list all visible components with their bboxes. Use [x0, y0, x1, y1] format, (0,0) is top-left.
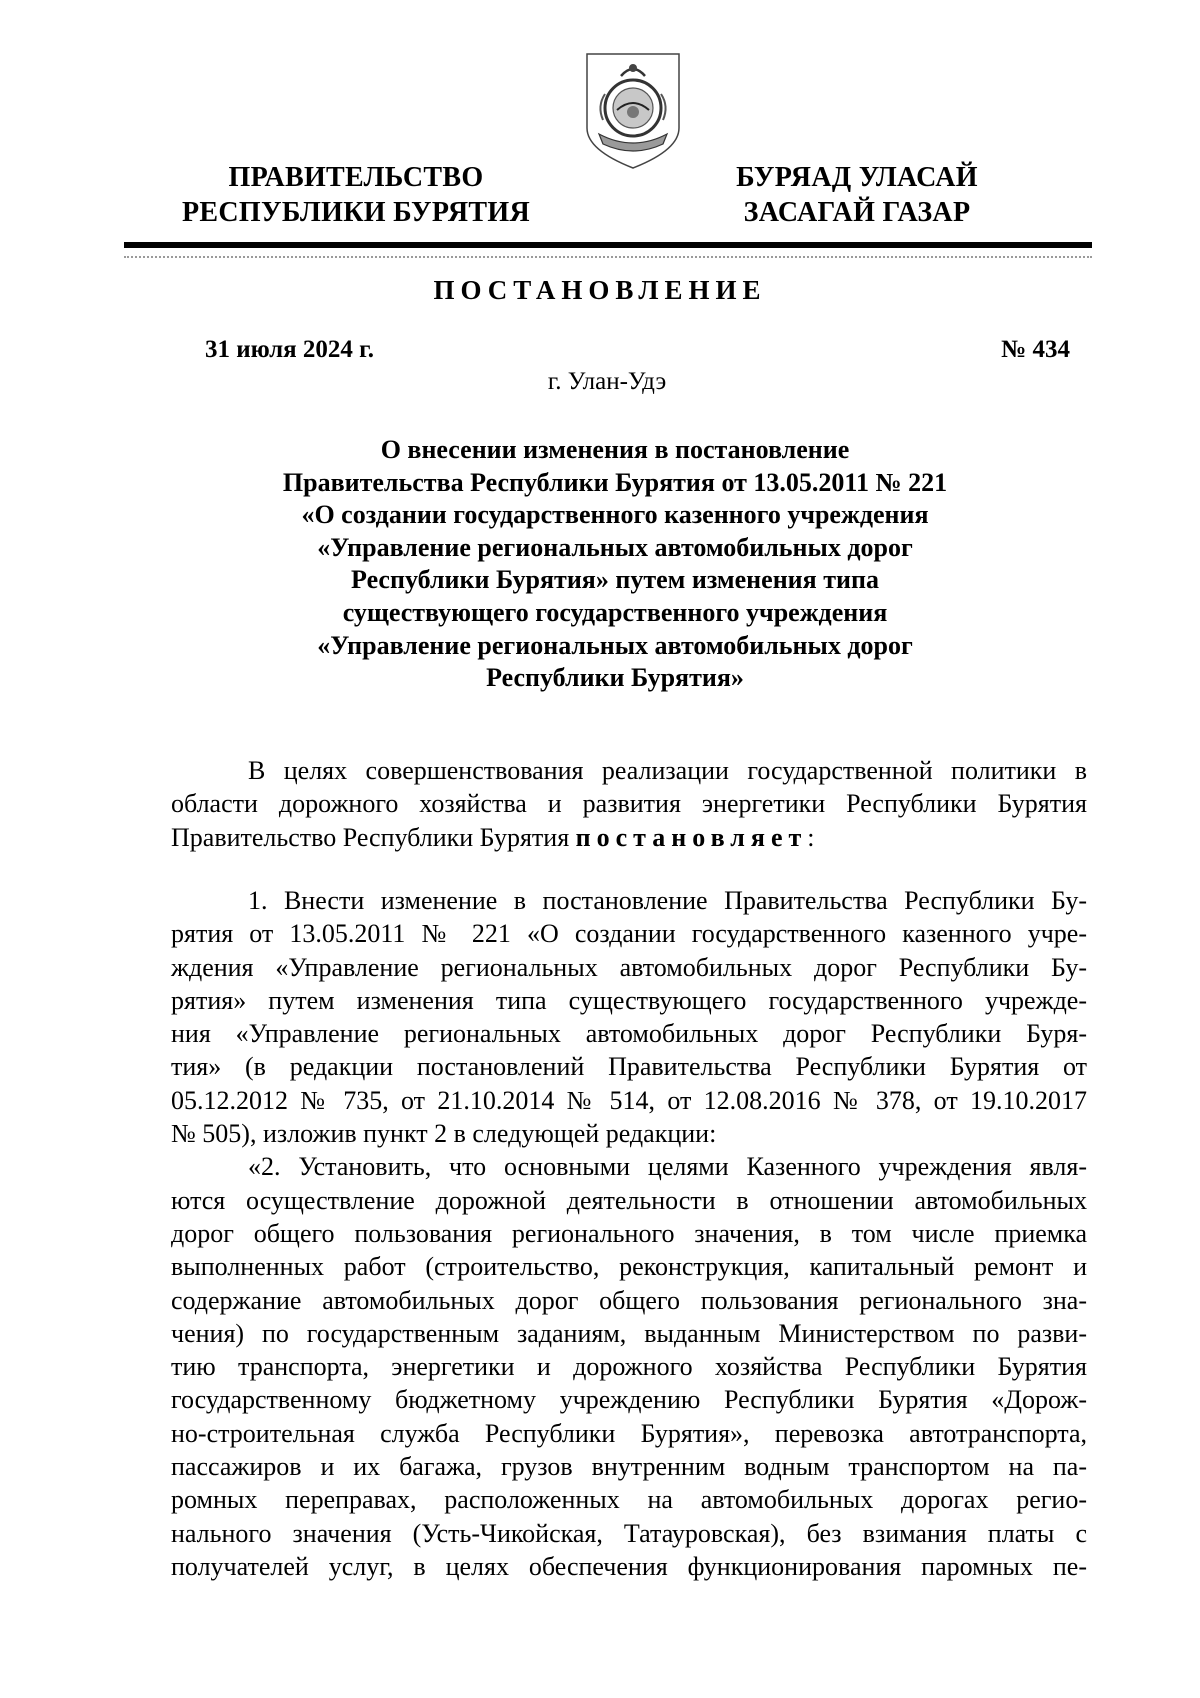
clause-line: содержание автомобильных дорог общего пользования регионального зна- [171, 1285, 1087, 1315]
clause-line: № 505), изложив пункт 2 в следующей редакции: [171, 1119, 717, 1149]
clause-line: чения) по государственным заданиям, выданным Министерством по разви- [171, 1318, 1087, 1348]
document-title [150, 434, 1080, 695]
document-date: 31 июля 2024 г. [205, 336, 374, 363]
title-line: Республики Бурятия» [486, 663, 744, 693]
title-line: «Управление региональных автомобильных дорог [317, 630, 913, 660]
clause-line: тию транспорта, энергетики и дорожного хозяйства Республики Бурятия [171, 1352, 1087, 1382]
clause-line: ния «Управление региональных автомобильных дорог Республики Буря- [171, 1019, 1087, 1049]
document-type: ПОСТАНОВЛЕНИЕ [433, 275, 767, 305]
title-line: Правительства Республики Бурятия от 13.05.2011 № 221 [282, 467, 948, 497]
clause-line: дорог общего пользования регионального значения, в том числе приемка [171, 1218, 1087, 1248]
header-left-line-2: РЕСПУБЛИКИ БУРЯТИЯ [182, 197, 530, 228]
clause-line: рятия от 13.05.2011 № 221 «О создании государственного казенного учре- [171, 919, 1087, 949]
title-line: Республики Бурятия» путем изменения типа [351, 565, 879, 595]
document-city: г. Улан-Удэ [547, 368, 667, 395]
title-line: О внесении изменения в постановление [380, 435, 850, 464]
clause-line: но-строительная служба Республики Бурятия», перевозка автотранспорта, [171, 1418, 1087, 1448]
clause-line: ются осуществление дорожной деятельности в отношении автомобильных [171, 1185, 1087, 1215]
clause-1-paragraph [171, 884, 1087, 1583]
preamble-line: области дорожного хозяйства и развития энергетики Республики Бурятия [171, 789, 1087, 819]
preamble-suffix: : [807, 822, 815, 852]
preamble-line: В целях совершенствования реализации государственной политики в [248, 756, 1087, 785]
clause-line: тия» (в редакции постановлений Правительства Республики Бурятия от [171, 1052, 1087, 1082]
clause-line: «2. Установить, что основными целями Казенного учреждения явля- [248, 1152, 1087, 1182]
title-line: существующего государственного учреждения [342, 597, 888, 627]
title-line: «Управление региональных автомобильных дорог [317, 532, 913, 562]
header-divider-thick [124, 242, 1092, 248]
header-right-line-2: ЗАСАГАЙ ГАЗАР [743, 197, 971, 228]
clause-line: пассажиров и их багажа, грузов внутренним водным транспортом на па- [171, 1452, 1087, 1482]
document-number: № 434 [1001, 336, 1070, 363]
header-left-line-1: ПРАВИТЕЛЬСТВО [228, 162, 484, 193]
header-divider-dotted [124, 256, 1092, 258]
clause-line: выполненных работ (строительство, реконструкция, капитальный ремонт и [171, 1252, 1087, 1282]
clause-line: получателей услуг, в целях обеспечения функционирования паромных пе- [171, 1551, 1087, 1581]
clause-line: ромных переправах, расположенных на автомобильных дорогах регио- [171, 1485, 1087, 1515]
coat-of-arms-icon [581, 50, 685, 172]
clause-line: нального значения (Усть-Чикойская, Татауровская), без взимания платы с [171, 1518, 1087, 1548]
title-line: «О создании государственного казенного учреждения [301, 500, 929, 530]
header-right-line-1: БУРЯАД УЛАСАЙ [736, 162, 978, 193]
preamble-paragraph [171, 754, 1087, 854]
clause-line: рятия» путем изменения типа существующего государственного учрежде- [171, 985, 1087, 1015]
government-name-buryat [647, 160, 1067, 230]
clause-line: государственному бюджетному учреждению Республики Бурятия «Дорож- [171, 1385, 1087, 1415]
clause-line: ждения «Управление региональных автомобильных дорог Республики Бу- [171, 952, 1087, 982]
preamble-line [171, 821, 1087, 854]
preamble-prefix: Правительство Республики Бурятия [171, 822, 570, 852]
decree-word: постановляет [575, 822, 808, 852]
government-name-russian [146, 160, 566, 230]
clause-line: 1. Внести изменение в постановление Правительства Республики Бу- [248, 886, 1087, 915]
clause-line: 05.12.2012 № 735, от 21.10.2014 № 514, от 12.08.2016 № 378, от 19.10.2017 [171, 1085, 1087, 1115]
